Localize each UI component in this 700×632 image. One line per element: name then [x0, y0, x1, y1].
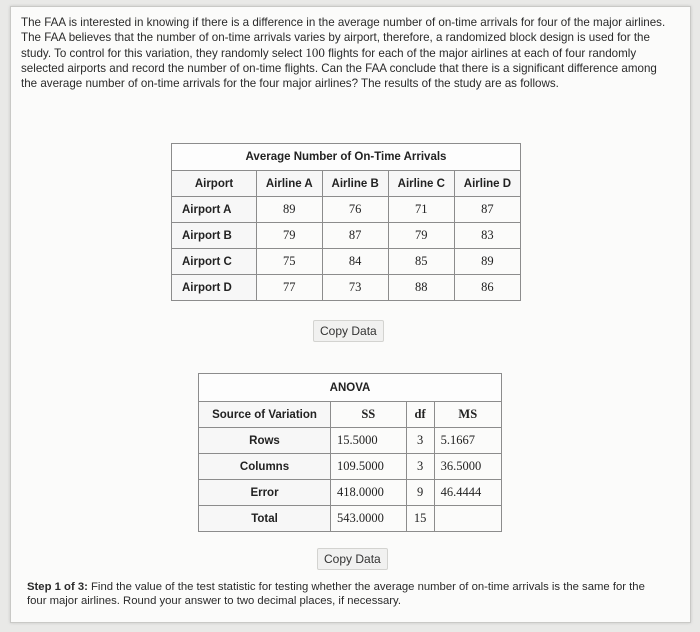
anova-table-title: ANOVA [199, 374, 502, 402]
col-header-source: Source of Variation [199, 402, 331, 428]
ss-cell: 109.5000 [331, 454, 407, 480]
table-cell: 75 [257, 249, 323, 275]
flights-count: 100 [305, 45, 325, 60]
step-text: Find the value of the test statistic for testing whether the average number of on-time arrivals is the same for the four major airlines. Round your answer to two decimal places, if necessary. [27, 581, 645, 607]
ms-cell: 5.1667 [434, 428, 501, 454]
df-cell: 3 [406, 454, 434, 480]
table-cell: 71 [388, 197, 454, 223]
arrivals-table [171, 143, 521, 301]
table-cell: 84 [322, 249, 388, 275]
source-label: Error [199, 480, 331, 506]
source-label: Total [199, 506, 331, 532]
table-cell: 87 [454, 197, 520, 223]
table-row [199, 454, 502, 480]
ms-cell [434, 506, 501, 532]
table-cell: 87 [322, 223, 388, 249]
row-label: Airport C [172, 249, 257, 275]
ms-cell: 46.4444 [434, 480, 501, 506]
table-row [199, 506, 502, 532]
table-cell: 83 [454, 223, 520, 249]
table-cell: 88 [388, 275, 454, 301]
copy-data-button-arrivals[interactable]: Copy Data [313, 320, 384, 342]
col-header-airline-b: Airline B [322, 171, 388, 197]
table-row [172, 223, 521, 249]
table-row [199, 428, 502, 454]
table-cell: 79 [388, 223, 454, 249]
arrivals-table-title: Average Number of On-Time Arrivals [172, 144, 521, 171]
table-cell: 89 [257, 197, 323, 223]
problem-statement [21, 15, 671, 91]
table-cell: 73 [322, 275, 388, 301]
copy-data-button-anova[interactable]: Copy Data [317, 548, 388, 570]
row-label: Airport B [172, 223, 257, 249]
anova-table [198, 373, 502, 532]
table-cell: 79 [257, 223, 323, 249]
df-cell: 9 [406, 480, 434, 506]
step-label: Step 1 of 3: [27, 581, 88, 593]
ms-cell: 36.5000 [434, 454, 501, 480]
df-cell: 15 [406, 506, 434, 532]
table-cell: 89 [454, 249, 520, 275]
table-row [172, 275, 521, 301]
col-header-airline-c: Airline C [388, 171, 454, 197]
intro-text-1: The FAA is interested in knowing if there is a difference in the average number of on-time arrivals for four of the major airlines. The FAA believes that the number of on-time arrivals varies by airport, therefore, a randomized block design is used for the study. To control for this variation, they randomly select [21, 16, 666, 60]
ss-cell: 543.0000 [331, 506, 407, 532]
source-label: Rows [199, 428, 331, 454]
table-row [172, 249, 521, 275]
col-header-airline-a: Airline A [257, 171, 323, 197]
col-header-ss: SS [331, 402, 407, 428]
table-cell: 86 [454, 275, 520, 301]
table-cell: 77 [257, 275, 323, 301]
intro-text-2: flights for each of the major airlines at each of four randomly selected airports and record the number of on-time flights. Can the FAA conclude that there is a significant difference among the average number of on-time arrivals for the four major airlines? The results of the study are as follows. [21, 47, 657, 90]
col-header-ms: MS [434, 402, 501, 428]
table-row [199, 480, 502, 506]
row-label: Airport D [172, 275, 257, 301]
ss-cell: 418.0000 [331, 480, 407, 506]
col-header-airport: Airport [172, 171, 257, 197]
question-panel [10, 6, 691, 623]
step-instruction [27, 580, 667, 608]
col-header-df: df [406, 402, 434, 428]
table-row [172, 197, 521, 223]
source-label: Columns [199, 454, 331, 480]
row-label: Airport A [172, 197, 257, 223]
df-cell: 3 [406, 428, 434, 454]
table-cell: 76 [322, 197, 388, 223]
table-cell: 85 [388, 249, 454, 275]
ss-cell: 15.5000 [331, 428, 407, 454]
col-header-airline-d: Airline D [454, 171, 520, 197]
